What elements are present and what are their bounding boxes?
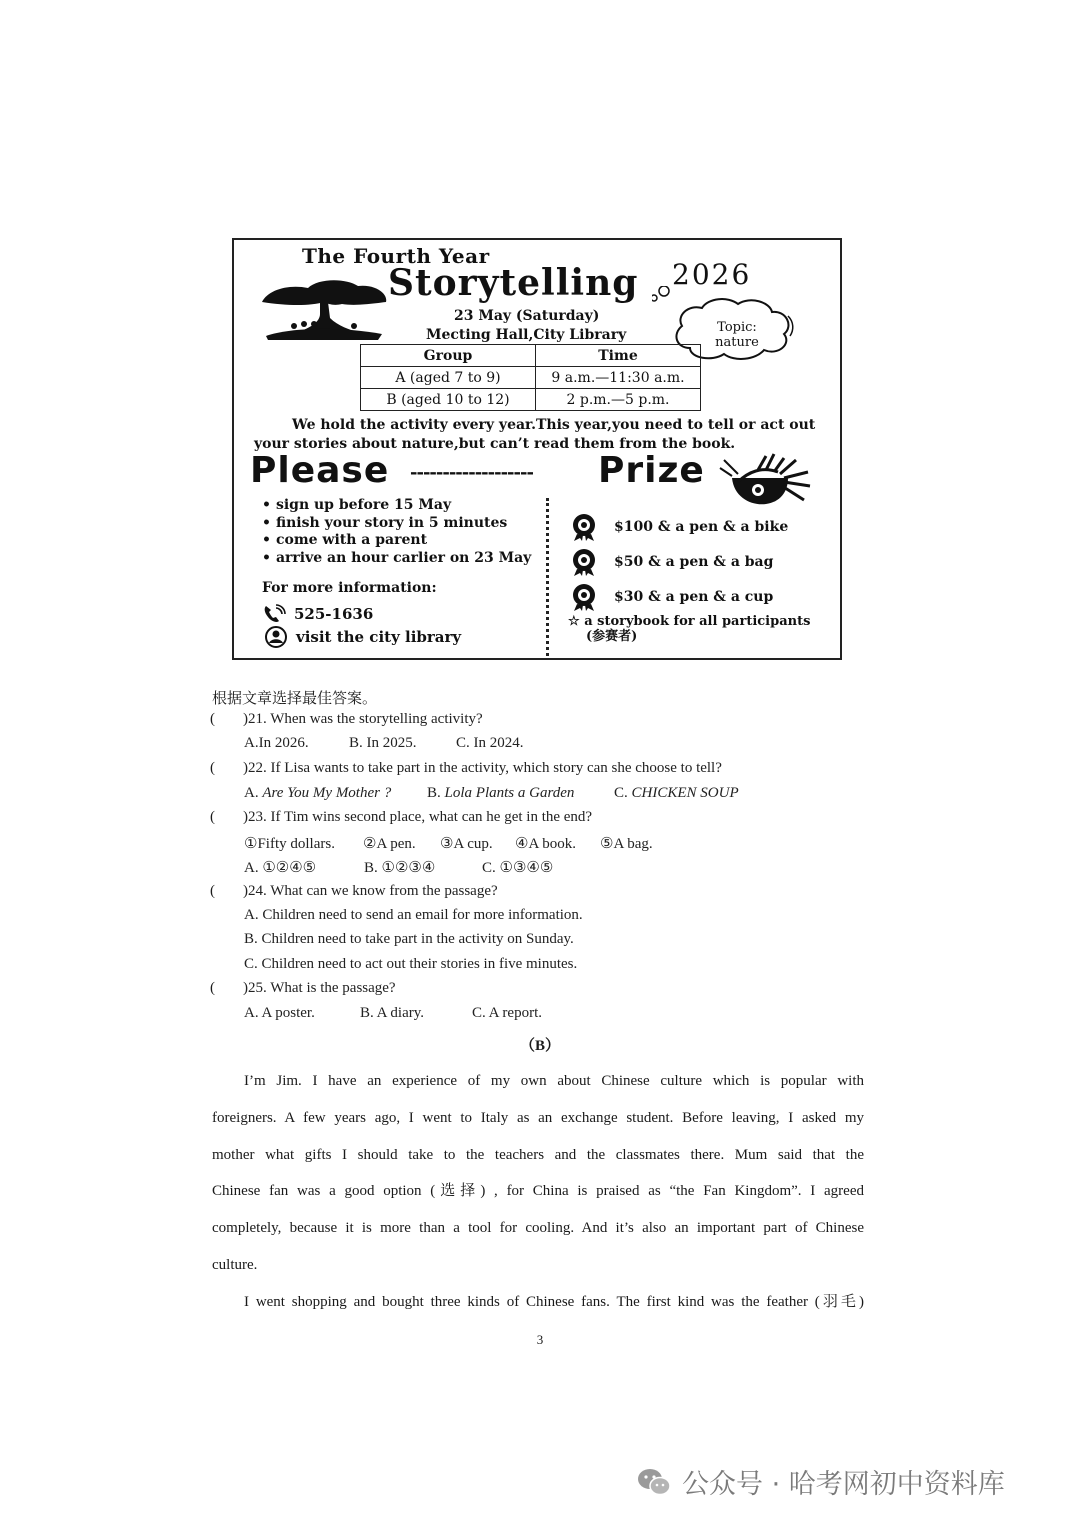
schedule-table	[360, 344, 701, 411]
table-cell: B (aged 10 to 12)	[361, 389, 536, 411]
question-21-stem: )21. When was the storytelling activity?	[243, 711, 483, 727]
list-item: • arrive an hour carlier on 23 May	[262, 550, 531, 568]
question-23-stem: )23. If Tim wins second place, what can he get in the end?	[243, 809, 593, 825]
phone-icon	[262, 604, 288, 624]
medal-icon	[568, 512, 600, 542]
dotted-divider	[546, 498, 549, 656]
list-item: • come with a parent	[262, 532, 531, 550]
passage-line: culture.	[212, 1256, 258, 1273]
poster-intro-line-1: We hold the activity every year.This year,you need to tell or act out	[292, 417, 816, 433]
poster-date: 23 May (Saturday)	[454, 308, 600, 324]
answer-blank: (	[210, 711, 215, 727]
passage-line: mother what gifts I should take to the teachers and the classmates there. Mum said that the	[212, 1146, 864, 1163]
section-b-heading: （B）	[519, 1038, 560, 1054]
prize-heading: Prize	[598, 450, 705, 491]
instruction: 根据文章选择最佳答案。	[212, 689, 378, 707]
question-23-option-b: B. ①②③④	[364, 860, 436, 876]
passage-paragraph-1	[212, 1063, 864, 1284]
question-25-option-c: C. A report.	[472, 1005, 542, 1021]
list-item: • sign up before 15 May	[262, 497, 531, 515]
option-text: Lola Plants a Garden	[444, 785, 575, 801]
passage-line: completely, because it is more than a tool for cooling. And it’s also an important part of Chinese	[212, 1220, 864, 1237]
question-22-stem: )22. If Lisa wants to take part in the activity, which story can she choose to tell?	[243, 760, 722, 776]
option-text: Are You My Mother ?	[262, 785, 392, 801]
answer-blank: (	[210, 980, 215, 996]
list-item: • finish your story in 5 minutes	[262, 515, 531, 533]
question-24-option-b: B. Children need to take part in the activity on Sunday.	[244, 931, 574, 947]
table-header-time: Time	[536, 345, 701, 367]
participants-prize	[568, 614, 810, 644]
option-letter: C.	[614, 785, 628, 801]
poster-venue: Mecting Hall,City Library	[426, 327, 627, 343]
question-24-option-c: C. Children need to act out their stories in five minutes.	[244, 956, 578, 972]
medal-icon	[568, 547, 600, 577]
passage-line: Chinese fan was a good option (选择) , for China is praised as “the Fan Kingdom”. I agreed	[212, 1183, 864, 1200]
prize-second-text: $50 & a pen & a bag	[614, 554, 774, 570]
question-21-option-c: C. In 2024.	[456, 735, 524, 751]
option-text: CHICKEN SOUP	[631, 785, 739, 801]
poster	[232, 238, 842, 660]
passage-line: I went shopping and bought three kinds of Chinese fans. The first kind was the feather (羽毛)	[244, 1294, 864, 1310]
prize-first	[568, 512, 788, 542]
table-row	[361, 389, 701, 411]
contact-phone	[262, 604, 373, 624]
option-letter: A.	[244, 785, 259, 801]
prize-second	[568, 547, 773, 577]
question-23-item: ④A book.	[515, 836, 576, 852]
question-24-option-a: A. Children need to send an email for more information.	[244, 907, 583, 923]
table-cell: 9 a.m.—11:30 a.m.	[536, 367, 701, 389]
rules-list	[262, 497, 531, 567]
question-25-option-b: B. A diary.	[360, 1005, 425, 1021]
poster-subtitle: The Fourth Year	[302, 244, 490, 268]
dash-line: -------------------	[410, 462, 533, 483]
star-icon: ☆	[568, 614, 580, 629]
watermark-text: 公众号 · 哈考网初中资料库	[682, 1469, 1005, 1500]
gift-basket-icon	[718, 452, 818, 508]
more-info-label: For more information:	[262, 580, 437, 596]
wechat-icon	[636, 1467, 672, 1497]
question-21-option-a: A.In 2026.	[244, 735, 309, 751]
prize-third-text: $30 & a pen & a cup	[614, 589, 774, 605]
question-23-item: ⑤A bag.	[600, 836, 653, 852]
table-header-group: Group	[361, 345, 536, 367]
question-23-item: ③A cup.	[440, 836, 493, 852]
table-cell: A (aged 7 to 9)	[361, 367, 536, 389]
person-icon	[262, 626, 290, 648]
answer-blank: (	[210, 809, 215, 825]
question-22-option-b	[427, 785, 574, 802]
answer-blank: (	[210, 883, 215, 899]
question-24-stem: )24. What can we know from the passage?	[243, 883, 498, 899]
question-25-stem: )25. What is the passage?	[243, 980, 396, 996]
passage-paragraph-2	[212, 1284, 864, 1321]
question-22-option-c	[614, 785, 739, 802]
table-row	[361, 367, 701, 389]
please-heading: Please	[250, 450, 390, 491]
question-23-item: ②A pen.	[363, 836, 416, 852]
option-letter: B.	[427, 785, 441, 801]
poster-year: 2026	[672, 258, 752, 291]
prize-third	[568, 582, 773, 612]
participants-prize-text: a storybook for all participants	[584, 614, 811, 629]
tree-illustration	[258, 274, 390, 344]
question-22-option-a	[244, 785, 391, 802]
passage-line: I’m Jim. I have an experience of my own about Chinese culture which is popular with	[244, 1073, 864, 1089]
participants-note: (参赛者)	[586, 629, 638, 644]
question-23-option-a: A. ①②④⑤	[244, 860, 317, 876]
table-cell: 2 p.m.—5 p.m.	[536, 389, 701, 411]
poster-topic: Topic: nature	[715, 320, 759, 350]
passage-line: foreigners. A few years ago, I went to Italy as an exchange student. Before leaving, I asked my	[212, 1109, 864, 1126]
contact-visit	[262, 626, 461, 648]
medal-icon	[568, 582, 600, 612]
poster-title: Storytelling	[388, 262, 639, 304]
visit-text: visit the city library	[296, 628, 462, 646]
watermark	[636, 1462, 1005, 1501]
poster-intro-line-2: your stories about nature,but can’t read them from the book.	[254, 436, 736, 452]
page-number: 3	[536, 1332, 544, 1347]
question-23-option-c: C. ①③④⑤	[482, 860, 554, 876]
question-25-option-a: A. A poster.	[244, 1005, 315, 1021]
answer-blank: (	[210, 760, 215, 776]
phone-number: 525-1636	[294, 605, 374, 623]
prize-first-text: $100 & a pen & a bike	[614, 519, 789, 535]
question-23-item: ①Fifty dollars.	[244, 836, 335, 852]
question-21-option-b: B. In 2025.	[349, 735, 417, 751]
